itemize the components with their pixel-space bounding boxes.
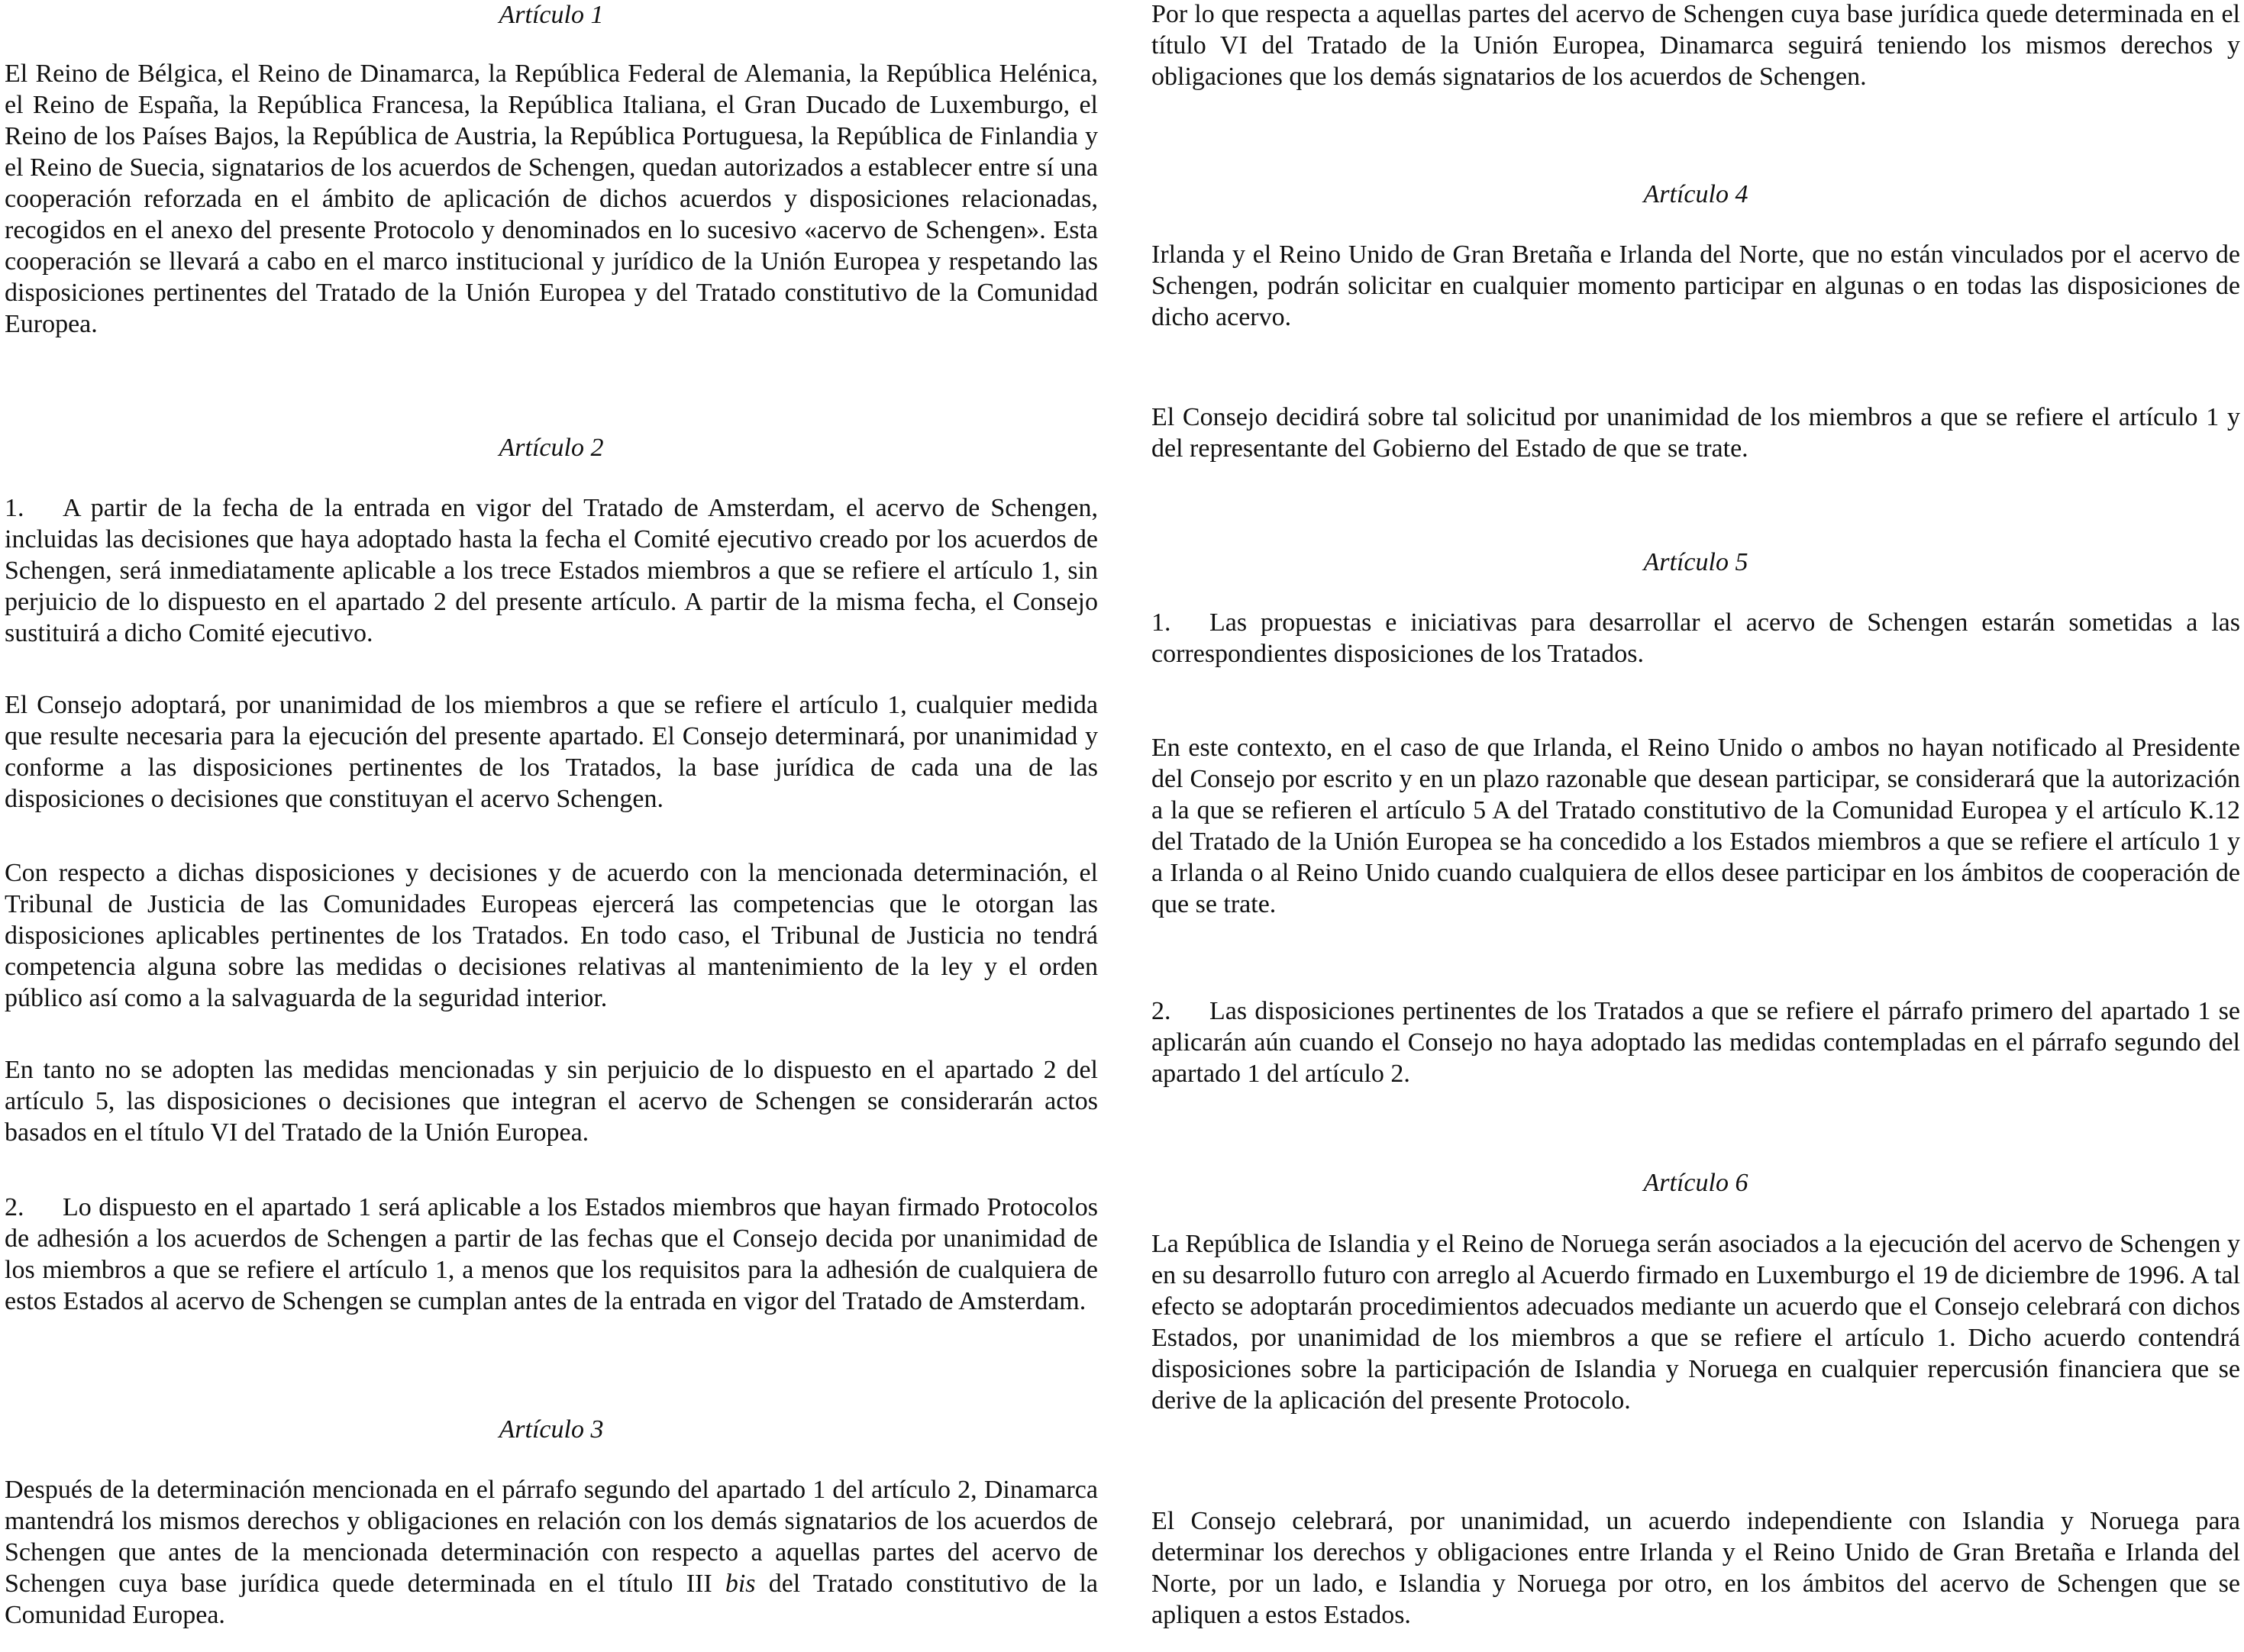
article-2-paragraph-1 bbox=[5, 492, 1098, 649]
article-2-paragraph-4: En tanto no se adopten las medidas mencionadas y sin perjuicio de lo dispuesto en el apartado 2 del artículo 5, las disposiciones o decisiones que integran el acervo de Schengen se considerarán actos basados en el título VI del Tratado de la Unión Europea. bbox=[5, 1056, 1098, 1147]
paragraph-text: A partir de la fecha de la entrada en vigor del Tratado de Amsterdam, el acervo de Schengen, incluidas las decisiones que haya adoptado hasta la fecha el Comité ejecutivo creado por los acuerdos de Schengen, será inmediatamente aplicable a los trece Estados miembros a que se refiere el artículo 1, sin perjuicio de lo dispuesto en el apartado 2 del presente artículo. A partir de la misma fecha, el Consejo sustituirá a dicho Comité ejecutivo. bbox=[5, 494, 1098, 647]
article-3-paragraph bbox=[5, 1474, 1098, 1631]
article-1-heading: Artículo 1 bbox=[499, 1, 604, 29]
article-6-paragraph-1: La República de Islandia y el Reino de Noruega serán asociados a la ejecución del acervo de Schengen y en su desarrollo futuro con arreglo al Acuerdo firmado en Luxemburgo el 19 de diciembre de 1996. A tal efecto se adoptarán procedimientos adecuados mediante un acuerdo que el Consejo celebrará con dichos Estados, por unanimidad de los miembros a que se refiere el artículo 1. Dicho acuerdo contendrá disposiciones sobre la participación de Islandia y Noruega en cualquier repercusión financiera que se derive de la aplicación del presente Protocolo. bbox=[1151, 1230, 2240, 1415]
article-6-heading: Artículo 6 bbox=[1643, 1169, 1748, 1197]
article-2-paragraph-3: Con respecto a dichas disposiciones y decisiones y de acuerdo con la mencionada determinación, el Tribunal de Justicia de las Comunidades Europeas ejercerá las competencias que le otorgan las disposiciones aplicables pertinentes de los Tratados. En todo caso, el Tribunal de Justicia no tendrá competencia alguna sobre las medidas o decisiones relativas al mantenimiento de la ley y el orden público así como a la salvaguarda de la seguridad interior. bbox=[5, 859, 1098, 1012]
article-2-paragraph-5 bbox=[5, 1192, 1098, 1317]
paragraph-text: Lo dispuesto en el apartado 1 será aplicable a los Estados miembros que hayan firmado Protocolos de adhesión a los acuerdos de Schengen a partir de las fechas que el Consejo decida por unanimidad de los miembros a que se refiere el artículo 1, a menos que los requisitos para la adhesión de cualquiera de estos Estados al acervo de Schengen se cumplan antes de la entrada en vigor del Tratado de Amsterdam. bbox=[5, 1193, 1098, 1315]
article-2-heading: Artículo 2 bbox=[499, 434, 604, 462]
article-3-heading: Artículo 3 bbox=[499, 1415, 604, 1444]
paragraph-text: Después de la determinación mencionada en el párrafo segundo del apartado 1 del artículo 2, Dinamarca mantendrá los mismos derechos y obligaciones en relación con los demás signatarios de los acuerdos de Schengen que antes de la mencionada determinación con respecto a aquellas partes del acervo de Schengen cuya base jurídica quede determinada en el título III bbox=[5, 1476, 1098, 1598]
article-5-heading: Artículo 5 bbox=[1643, 548, 1748, 576]
article-6-paragraph-2: El Consejo celebrará, por unanimidad, un acuerdo independiente con Islandia y Noruega para determinar los derechos y obligaciones entre Irlanda y el Reino Unido de Gran Bretaña e Irlanda del Norte, por un lado, e Islandia y Noruega por otro, en los ámbitos del acervo de Schengen que se apliquen a estos Estados. bbox=[1151, 1507, 2240, 1629]
article-3-continuation: Por lo que respecta a aquellas partes del acervo de Schengen cuya base jurídica quede determinada en el título VI del Tratado de la Unión Europea, Dinamarca seguirá teniendo los mismos derechos y obligaciones que los demás signatarios de los acuerdos de Schengen. bbox=[1151, 0, 2240, 91]
paragraph-text-end: del Tratado constitutivo de la Comunidad Europea. bbox=[5, 1570, 1099, 1629]
article-4-paragraph-1: Irlanda y el Reino Unido de Gran Bretaña e Irlanda del Norte, que no están vinculados por el acervo de Schengen, podrán solicitar en cualquier momento participar en algunas o en todas las disposiciones de dicho acervo. bbox=[1151, 240, 2240, 331]
article-5-paragraph-1 bbox=[1151, 607, 2240, 670]
paragraph-number: 1. bbox=[5, 494, 24, 522]
article-5-paragraph-2: En este contexto, en el caso de que Irlanda, el Reino Unido o ambos no hayan notificado al Presidente del Consejo por escrito y en un plazo razonable que desean participar, se considerará que la autorización a la que se refieren el artículo 5 A del Tratado constitutivo de la Comunidad Europea y el artículo K.12 del Tratado de la Unión Europea se ha concedido a los Estados miembros a que se refiere el artículo 1 y a Irlanda o al Reino Unido cuando cualquiera de ellos desee participar en los ámbitos de cooperación de que se trate. bbox=[1151, 734, 2240, 918]
article-4-heading: Artículo 4 bbox=[1643, 180, 1748, 208]
paragraph-text: Las disposiciones pertinentes de los Tratados a que se refiere el párrafo primero del apartado 1 se aplicarán aún cuando el Consejo no haya adoptado las medidas contempladas en el párrafo segundo del apartado 1 del artículo 2. bbox=[1151, 997, 2240, 1088]
paragraph-text: Las propuestas e iniciativas para desarrollar el acervo de Schengen estarán sometidas a las correspondientes disposiciones de los Tratados. bbox=[1151, 608, 2240, 668]
paragraph-number: 2. bbox=[5, 1193, 24, 1221]
article-2-paragraph-2: El Consejo adoptará, por unanimidad de los miembros a que se refiere el artículo 1, cualquier medida que resulte necesaria para la ejecución del presente apartado. El Consejo determinará, por unanimidad y conforme a las disposiciones pertinentes de los Tratados, la base jurídica de cada una de las disposiciones o decisiones que constituyan el acervo Schengen. bbox=[5, 691, 1098, 813]
paragraph-number: 1. bbox=[1151, 608, 1171, 637]
italic-term: bis bbox=[725, 1570, 756, 1598]
article-1-paragraph: El Reino de Bélgica, el Reino de Dinamarca, la República Federal de Alemania, la República Helénica, el Reino de España, la República Francesa, la República Italiana, el Gran Ducado de Luxemburgo, el Reino de los Países Bajos, la República de Austria, la República Portuguesa, la República de Finlandia y el Reino de Suecia, signatarios de los acuerdos de Schengen, quedan autorizados a establecer entre sí una cooperación reforzada en el ámbito de aplicación de dichos acuerdos y disposiciones relacionadas, recogidos en el anexo del presente Protocolo y denominados en lo sucesivo «acervo de Schengen». Esta cooperación se llevará a cabo en el marco institucional y jurídico de la Unión Europea y respetando las disposiciones pertinentes del Tratado de la Unión Europea y del Tratado constitutivo de la Comunidad Europea. bbox=[5, 60, 1098, 338]
article-5-paragraph-3 bbox=[1151, 995, 2240, 1089]
article-4-paragraph-2: El Consejo decidirá sobre tal solicitud por unanimidad de los miembros a que se refiere el artículo 1 y del representante del Gobierno del Estado de que se trate. bbox=[1151, 403, 2240, 463]
paragraph-number: 2. bbox=[1151, 997, 1171, 1025]
